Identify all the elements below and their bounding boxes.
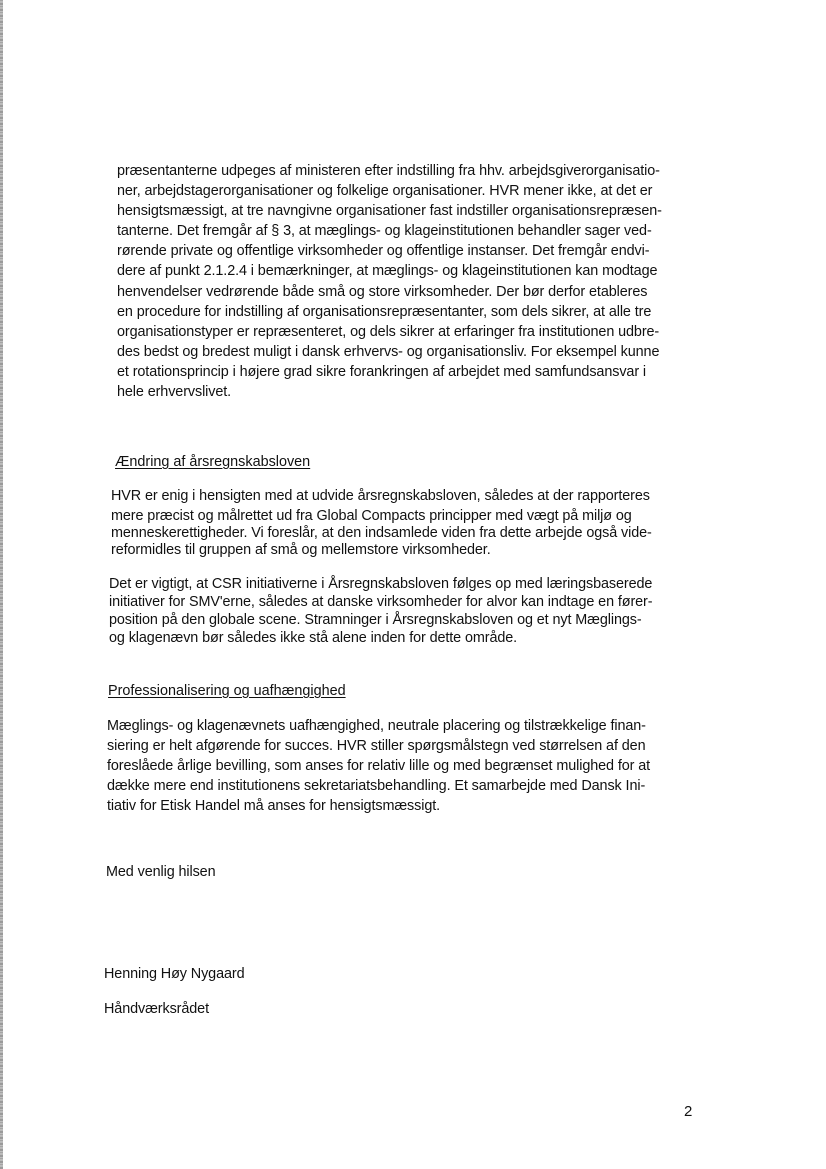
text-line: tanterne. Det fremgår af § 3, at mæglings- og klageinstitutionen behandler sager ved- [117,223,652,239]
text-line: og klagenævn bør således ikke stå alene inden for dette område. [109,630,518,646]
page-number: 2 [684,1103,693,1120]
text-line: hensigtsmæssigt, at tre navngivne organisationer fast indstiller organisationsrepræsen- [117,203,662,219]
text-line: rørende private og offentlige virksomheder og offentlige instanser. Det fremgår endvi- [117,243,650,259]
section-heading-annual-accounts: Ændring af årsregnskabsloven [115,454,311,470]
text-line: menneskerettigheder. Vi foreslår, at den indsamlede viden fra dette arbejde også vide- [111,525,652,541]
text-line: Det er vigtigt, at CSR initiativerne i Årsregnskabsloven følges op med læringsbaserede [109,576,653,592]
text-line: initiativer for SMV'erne, således at danske virksomheder for alvor kan indtage en fører- [109,594,653,610]
scan-edge [0,0,3,1169]
text-line: des bedst og bredest muligt i dansk erhvervs- og organisationsliv. For eksempel kunne [117,344,660,360]
text-line: foreslåede årlige bevilling, som anses for relativ lille og med begrænset mulighed for at [107,758,651,774]
text-line: henvendelser vedrørende både små og store virksomheder. Der bør derfor etableres [117,284,648,300]
text-line: position på den globale scene. Stramninger i Årsregnskabsloven og et nyt Mæglings- [109,612,642,628]
text-line: dere af punkt 2.1.2.4 i bemærkninger, at mæglings- og klageinstitutionen kan modtage [117,263,658,279]
signature-name: Henning Høy Nygaard [104,966,245,982]
text-line: HVR er enig i hensigten med at udvide årsregnskabsloven, således at der rapporteres [111,488,650,504]
text-line: dække mere end institutionens sekretariatsbehandling. Et samarbejde med Dansk Ini- [107,778,646,794]
text-line: Mæglings- og klagenævnets uafhængighed, neutrale placering og tilstrækkelige finan- [107,718,646,734]
text-line: hele erhvervslivet. [117,384,232,400]
text-line: ner, arbejdstagerorganisationer og folkelige organisationer. HVR mener ikke, at det er [117,183,653,199]
text-line: en procedure for indstilling af organisationsrepræsentanter, som dels sikrer, at alle tre [117,304,652,320]
text-line: et rotationsprincip i højere grad sikre forankringen af arbejdet med samfundsansvar i [117,364,647,380]
section-heading-professionalisation: Professionalisering og uafhængighed [108,683,346,699]
signature-organization: Håndværksrådet [104,1001,209,1017]
text-line: mere præcist og målrettet ud fra Global Compacts principper med vægt på miljø og [111,508,632,524]
text-line: præsentanterne udpeges af ministeren efter indstilling fra hhv. arbejdsgiverorganisatio- [117,163,660,179]
text-line: siering er helt afgørende for succes. HVR stiller spørgsmålstegn ved størrelsen af den [107,738,646,754]
text-line: reformidles til gruppen af små og mellemstore virksomheder. [111,542,491,558]
closing-salutation: Med venlig hilsen [106,864,216,880]
text-line: organisationstyper er repræsenteret, og dels sikrer at erfaringer fra institutionen udbre- [117,324,660,340]
text-line: tiativ for Etisk Handel må anses for hensigtsmæssigt. [107,798,441,814]
